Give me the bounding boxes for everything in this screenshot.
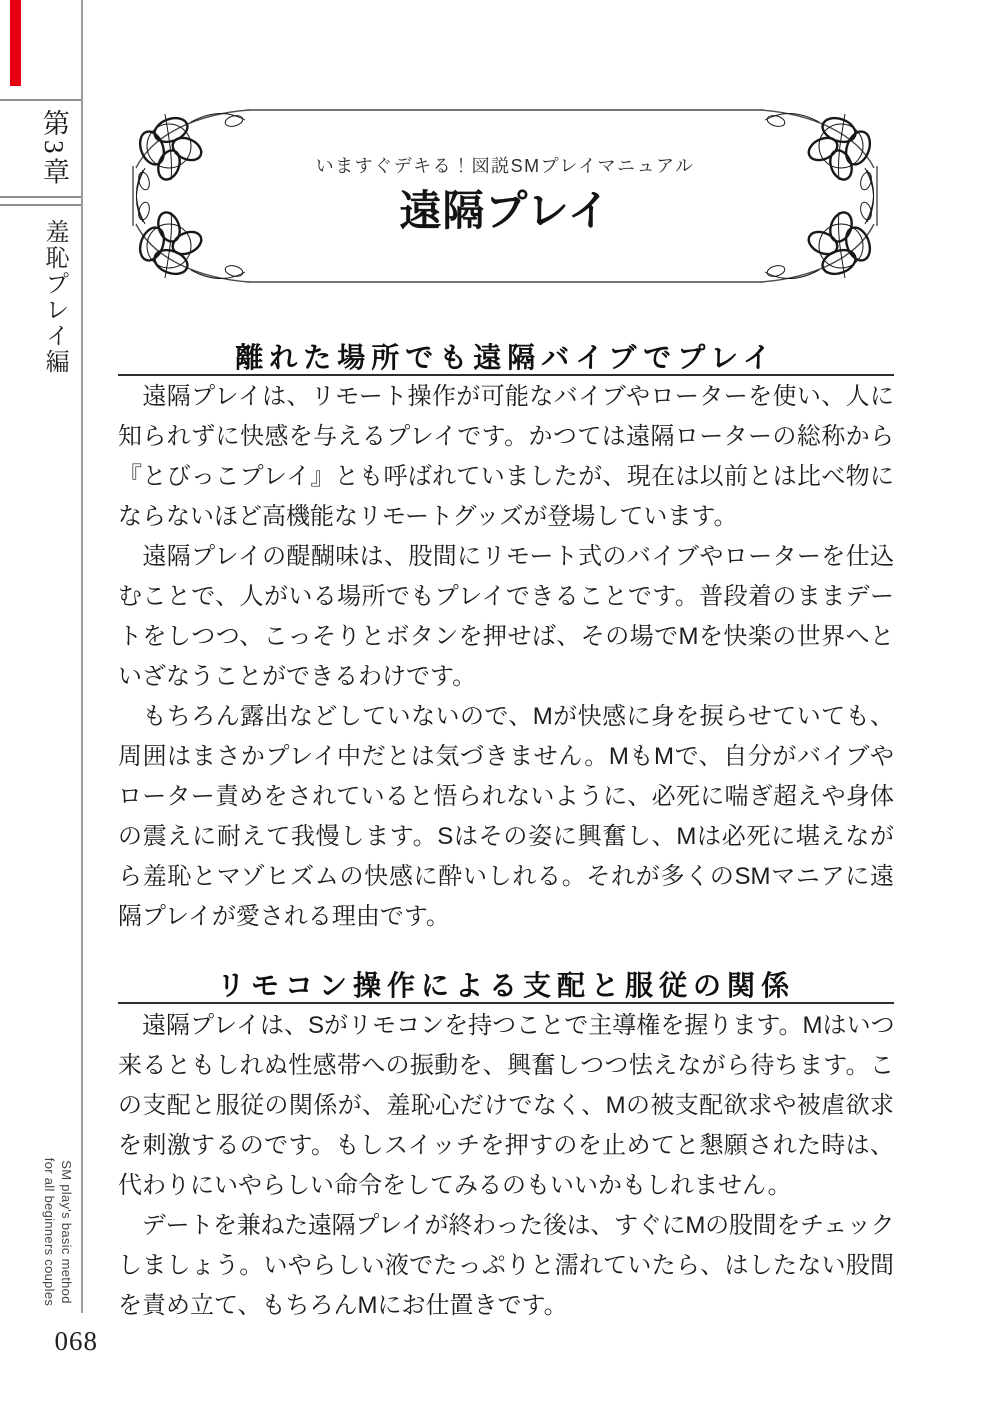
body-text-line: 知られずに快感を与えるプレイです。かつては遠隔ローターの総称から: [118, 423, 894, 450]
body-text-line: ら羞恥とマゾヒズムの快感に酔いしれる。それが多くのSMマニアに遠: [118, 863, 894, 890]
side-caption-line2: for all beginners couples: [42, 1157, 57, 1307]
body-text-line: の震えに耐えて我慢します。Sはその姿に興奮し、Mは必死に堪えなが: [118, 823, 894, 850]
body-text-line: 『とびっこプレイ』とも呼ばれていましたが、現在は以前とは比べ物に: [118, 463, 894, 490]
body-text-line: を責め立て、もちろんMにお仕置きです。: [118, 1292, 568, 1319]
section-rule: [118, 374, 894, 376]
body-text-line: いざなうことができるわけです。: [118, 663, 477, 690]
body-text-line: デートを兼ねた遠隔プレイが終わった後は、すぐにMの股間をチェック: [118, 1212, 894, 1239]
edition-box: [0, 204, 81, 424]
body-text-line: もちろん露出などしていないので、Mが快感に身を捩らせていても、: [118, 703, 894, 730]
section-heading: リモコン操作による支配と服従の関係: [216, 970, 795, 1001]
body-text-line: 隔プレイが愛される理由です。: [118, 903, 450, 930]
body-text-line: むことで、人がいる場所でもプレイできることです。普段着のままデー: [118, 583, 894, 610]
body-text-line: ならないほど高機能なリモートグッズが登場しています。: [118, 503, 738, 530]
sidebar-divider-line: [81, 0, 83, 1313]
body-text-line: 遠隔プレイは、Sがリモコンを持つことで主導権を握ります。Mはいつ: [118, 1012, 894, 1039]
body-text-line: 遠隔プレイは、リモート操作が可能なバイブやローターを使い、人に: [118, 383, 894, 410]
section-heading: 離れた場所でも遠隔バイブでプレイ: [235, 342, 777, 373]
body-text-line: ローター責めをされていると悟られないように、必死に喘ぎ超えや身体: [118, 783, 894, 810]
section-rule: [118, 1002, 894, 1004]
chapter-box: [0, 99, 81, 198]
body-text-line: 周囲はまさかプレイ中だとは気づきません。MもMで、自分がバイブや: [118, 743, 894, 770]
series-title: いますぐデキる！図説SMプレイマニュアル: [315, 156, 695, 176]
section-body: [118, 377, 894, 937]
body-text-line: しましょう。いやらしい液でたっぷりと濡れていたら、はしたない股間: [118, 1252, 894, 1279]
section-body: [118, 1006, 894, 1326]
title-frame: [131, 108, 879, 284]
body-text-line: の支配と服従の関係が、羞恥心だけでなく、Mの被支配欲求や被虐欲求: [118, 1092, 894, 1119]
page-number: 068: [54, 1326, 98, 1356]
body-text-line: トをしつつ、こっそりとボタンを押せば、その場でMを快楽の世界へと: [118, 623, 894, 650]
chapter-edge-tab: [10, 0, 21, 86]
chapter-label: 第3章: [39, 108, 69, 189]
side-caption-line1: SM play's basic method: [59, 1160, 74, 1304]
edition-label: 羞恥プレイ編: [41, 219, 67, 375]
body-text-line: を刺激するのです。もしスイッチを押すのを止めてと懇願された時は、: [118, 1132, 894, 1159]
page-title: 遠隔プレイ: [399, 187, 611, 234]
side-caption: [39, 1147, 75, 1317]
body-text-line: 遠隔プレイの醍醐味は、股間にリモート式のバイブやローターを仕込: [118, 543, 894, 570]
body-text-line: 来るともしれぬ性感帯への振動を、興奮しつつ怯えながら待ちます。こ: [118, 1052, 894, 1079]
body-text-line: 代わりにいやらしい命令をしてみるのもいいかもしれません。: [118, 1172, 792, 1199]
